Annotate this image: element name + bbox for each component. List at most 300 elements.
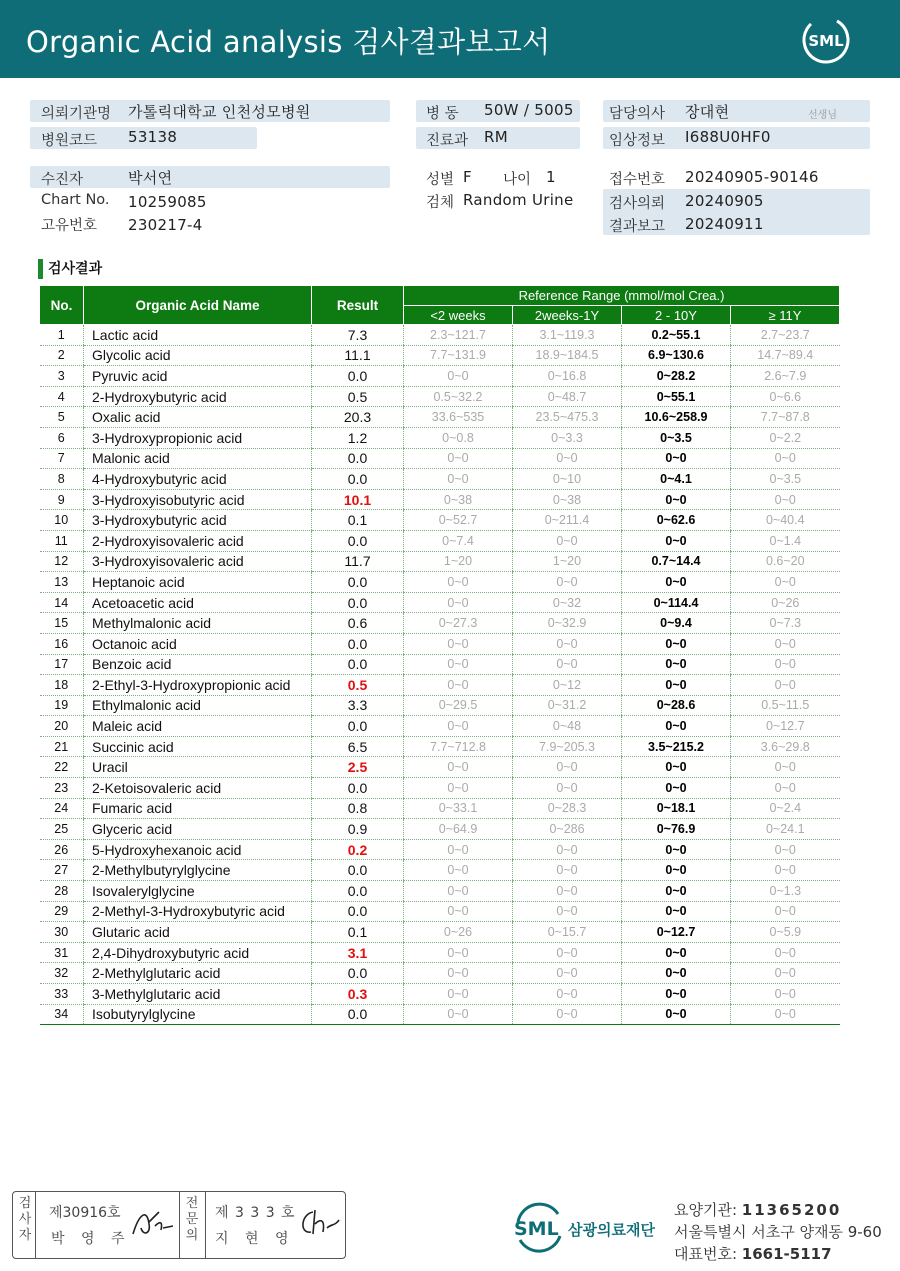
ref-2-10y: 0~55.1 (622, 386, 731, 407)
acid-name: 5-Hydroxyhexanoic acid (84, 839, 312, 860)
ref-ge11y: 0~1.3 (731, 881, 840, 902)
ref-lt2w: 0~52.7 (404, 510, 513, 531)
unique-label: 고유번호 (41, 218, 98, 234)
ref-ge11y: 0~5.9 (731, 922, 840, 943)
ref-lt2w: 0~29.5 (404, 695, 513, 716)
acid-name: Ethylmalonic acid (84, 695, 312, 716)
ref-ge11y: 0~6.6 (731, 386, 840, 407)
ref-2w-1y: 0~0 (513, 448, 622, 469)
ref-ge11y: 0~0 (731, 1004, 840, 1025)
ref-2-10y: 0~0 (622, 881, 731, 902)
acid-name: 2,4-Dihydroxybutyric acid (84, 942, 312, 963)
ref-ge11y: 0~0 (731, 839, 840, 860)
ref-2-10y: 0~28.2 (622, 366, 731, 387)
result-value: 6.5 (312, 736, 404, 757)
ref-lt2w: 0~0 (404, 860, 513, 881)
ref-lt2w: 0~0 (404, 572, 513, 593)
ref-lt2w: 0~0 (404, 366, 513, 387)
result-value: 0.1 (312, 510, 404, 531)
acid-name: 3-Hydroxyisovaleric acid (84, 551, 312, 572)
ref-lt2w: 0~0 (404, 675, 513, 696)
clinical-value: I688U0HF0 (685, 128, 771, 146)
ref-ge11y: 14.7~89.4 (731, 345, 840, 366)
ref-ge11y: 0~0 (731, 778, 840, 799)
ref-2w-1y: 0~0 (513, 881, 622, 902)
ref-2w-1y: 3.1~119.3 (513, 325, 622, 346)
ref-2w-1y: 0~48.7 (513, 386, 622, 407)
ref-2w-1y: 18.9~184.5 (513, 345, 622, 366)
report-title: Organic Acid analysis 검사결과보고서 (26, 25, 551, 59)
ref-2-10y: 3.5~215.2 (622, 736, 731, 757)
ref-lt2w: 1~20 (404, 551, 513, 572)
table-row (40, 325, 840, 346)
row-number: 14 (40, 592, 84, 613)
table-row (40, 736, 840, 757)
acid-name: 4-Hydroxybutyric acid (84, 469, 312, 490)
ref-2-10y: 0~114.4 (622, 592, 731, 613)
ref-2-10y: 0~0 (622, 778, 731, 799)
ref-ge11y: 0~3.5 (731, 469, 840, 490)
ref-lt2w: 0~0 (404, 448, 513, 469)
table-row (40, 613, 840, 634)
row-number: 8 (40, 469, 84, 490)
footer-org-logo (510, 1200, 670, 1260)
ref-lt2w: 7.7~712.8 (404, 736, 513, 757)
hospital-code-label: 병원코드 (41, 133, 98, 149)
dept-value: RM (484, 128, 508, 146)
row-number: 33 (40, 984, 84, 1005)
patient-bar (30, 166, 390, 188)
dept-label: 진료과 (426, 133, 469, 149)
table-row (40, 510, 840, 531)
tester-label: 검 사 자 (18, 1196, 32, 1243)
ref-ge11y: 3.6~29.8 (731, 736, 840, 757)
ref-2-10y: 10.6~258.9 (622, 407, 731, 428)
footer-org-name: 삼광의료재단 (568, 1221, 655, 1239)
specialist-label: 전 문 의 (185, 1196, 199, 1243)
acid-name: Succinic acid (84, 736, 312, 757)
result-value: 10.1 (312, 489, 404, 510)
row-number: 24 (40, 798, 84, 819)
row-number: 17 (40, 654, 84, 675)
ref-2w-1y: 0~32.9 (513, 613, 622, 634)
doctor-suffix: 선생님 (808, 110, 837, 121)
footer-logo-text: SML (514, 1218, 559, 1240)
ref-2-10y: 0~76.9 (622, 819, 731, 840)
footer-phone-label: 대표번호: (674, 1245, 738, 1263)
ref-2w-1y: 0~12 (513, 675, 622, 696)
institution-label: 의뢰기관명 (41, 106, 112, 122)
ref-lt2w: 0~0 (404, 654, 513, 675)
ref-2-10y: 0~12.7 (622, 922, 731, 943)
acid-name: Glycolic acid (84, 345, 312, 366)
ref-lt2w: 0~0 (404, 1004, 513, 1025)
ref-lt2w: 0~0 (404, 633, 513, 654)
row-number: 11 (40, 530, 84, 551)
ref-2-10y: 0~0 (622, 448, 731, 469)
table-row (40, 757, 840, 778)
ref-ge11y: 0~0 (731, 963, 840, 984)
hospital-code-value: 53138 (128, 128, 178, 146)
ref-ge11y: 0~0 (731, 654, 840, 675)
ref-2w-1y: 0~10 (513, 469, 622, 490)
table-row (40, 901, 840, 922)
row-number: 26 (40, 839, 84, 860)
ref-2-10y: 0~9.4 (622, 613, 731, 634)
ref-ge11y: 0~1.4 (731, 530, 840, 551)
ref-lt2w: 0~33.1 (404, 798, 513, 819)
row-number: 6 (40, 427, 84, 448)
footer-address: 서울특별시 서초구 양재동 9-60 (674, 1223, 882, 1241)
row-number: 20 (40, 716, 84, 737)
ref-ge11y: 0~2.2 (731, 427, 840, 448)
ref-2w-1y: 0~0 (513, 572, 622, 593)
table-row (40, 695, 840, 716)
request-label: 검사의뢰 (609, 196, 666, 212)
acid-name: Isovalerylglycine (84, 881, 312, 902)
result-value: 0.0 (312, 881, 404, 902)
ward-value: 50W / 5005 (484, 101, 574, 119)
ref-ge11y: 0.6~20 (731, 551, 840, 572)
header-reference: Reference Range (mmol/mol Crea.) (404, 286, 840, 306)
row-number: 9 (40, 489, 84, 510)
ref-2-10y: 0~0 (622, 654, 731, 675)
doctor-value: 장대현 (685, 103, 730, 121)
ref-2w-1y: 0~0 (513, 942, 622, 963)
ref-2-10y: 0~0 (622, 757, 731, 778)
header-range-ge11y: ≥ 11Y (731, 306, 840, 325)
ref-2w-1y: 23.5~475.3 (513, 407, 622, 428)
result-value: 0.0 (312, 654, 404, 675)
receipt-value: 20240905-90146 (685, 168, 819, 186)
ref-lt2w: 0~0 (404, 963, 513, 984)
acid-name: 3-Methylglutaric acid (84, 984, 312, 1005)
row-number: 22 (40, 757, 84, 778)
result-value: 0.2 (312, 839, 404, 860)
ref-2-10y: 0~0 (622, 839, 731, 860)
row-number: 18 (40, 675, 84, 696)
row-number: 3 (40, 366, 84, 387)
ref-2-10y: 0.2~55.1 (622, 325, 731, 346)
row-number: 1 (40, 325, 84, 346)
acid-name: 2-Methylbutyrylglycine (84, 860, 312, 881)
acid-name: Heptanoic acid (84, 572, 312, 593)
result-value: 0.0 (312, 572, 404, 593)
sml-logo-text: SML (808, 32, 844, 50)
acid-name: 2-Methyl-3-Hydroxybutyric acid (84, 901, 312, 922)
acid-name: Uracil (84, 757, 312, 778)
table-row (40, 778, 840, 799)
acid-name: 2-Ethyl-3-Hydroxypropionic acid (84, 675, 312, 696)
acid-name: Glyceric acid (84, 819, 312, 840)
ref-ge11y: 0~2.4 (731, 798, 840, 819)
row-number: 23 (40, 778, 84, 799)
ref-2w-1y: 0~48 (513, 716, 622, 737)
ref-2w-1y: 0~0 (513, 901, 622, 922)
ref-2-10y: 0~4.1 (622, 469, 731, 490)
ref-2-10y: 0~0 (622, 530, 731, 551)
acid-name: 2-Hydroxyisovaleric acid (84, 530, 312, 551)
table-row (40, 1004, 840, 1025)
ref-lt2w: 0~0 (404, 881, 513, 902)
sml-footer-logo-icon (510, 1200, 670, 1256)
ref-lt2w: 0~0 (404, 984, 513, 1005)
header-range-lt2w: <2 weeks (404, 306, 513, 325)
header-range-2w-1y: 2weeks-1Y (513, 306, 622, 325)
ref-2w-1y: 0~15.7 (513, 922, 622, 943)
result-value: 0.0 (312, 592, 404, 613)
result-value: 11.1 (312, 345, 404, 366)
divider (35, 1192, 36, 1258)
header-name: Organic Acid Name (84, 286, 312, 325)
acid-name: Isobutyrylglycine (84, 1004, 312, 1025)
ref-2w-1y: 0~0 (513, 530, 622, 551)
table-row (40, 942, 840, 963)
acid-name: Fumaric acid (84, 798, 312, 819)
header-no: No. (40, 286, 84, 325)
table-row (40, 530, 840, 551)
row-number: 34 (40, 1004, 84, 1025)
result-value: 1.2 (312, 427, 404, 448)
row-number: 10 (40, 510, 84, 531)
ref-lt2w: 0~0 (404, 757, 513, 778)
result-value: 0.8 (312, 798, 404, 819)
ref-2-10y: 0~0 (622, 963, 731, 984)
ref-2-10y: 0~0 (622, 901, 731, 922)
report-value: 20240911 (685, 215, 764, 233)
result-value: 0.5 (312, 675, 404, 696)
table-row (40, 654, 840, 675)
footer-phone-value: 1661-5117 (741, 1245, 832, 1263)
ref-2w-1y: 0~0 (513, 1004, 622, 1025)
specialist-signature-icon (295, 1204, 343, 1240)
ref-2w-1y: 0~0 (513, 839, 622, 860)
row-number: 19 (40, 695, 84, 716)
result-value: 0.0 (312, 778, 404, 799)
ref-2-10y: 0~3.5 (622, 427, 731, 448)
ref-lt2w: 0~0.8 (404, 427, 513, 448)
result-value: 0.0 (312, 530, 404, 551)
result-value: 0.3 (312, 984, 404, 1005)
ref-ge11y: 0~0 (731, 448, 840, 469)
table-row (40, 984, 840, 1005)
chart-label: Chart No. (41, 192, 110, 208)
table-row (40, 819, 840, 840)
ref-ge11y: 0~0 (731, 860, 840, 881)
sml-logo-icon (800, 14, 852, 66)
header-bar (0, 0, 900, 78)
ref-2w-1y: 1~20 (513, 551, 622, 572)
ref-lt2w: 0~38 (404, 489, 513, 510)
ref-2-10y: 0~18.1 (622, 798, 731, 819)
acid-name: Acetoacetic acid (84, 592, 312, 613)
ref-2-10y: 0.7~14.4 (622, 551, 731, 572)
acid-name: Pyruvic acid (84, 366, 312, 387)
ref-2w-1y: 0~0 (513, 984, 622, 1005)
acid-name: Methylmalonic acid (84, 613, 312, 634)
table-row (40, 922, 840, 943)
ref-ge11y: 0~7.3 (731, 613, 840, 634)
sex-value: F (463, 168, 472, 186)
ref-lt2w: 33.6~535 (404, 407, 513, 428)
ref-lt2w: 0~27.3 (404, 613, 513, 634)
ref-ge11y: 0~0 (731, 633, 840, 654)
row-number: 13 (40, 572, 84, 593)
result-value: 0.0 (312, 1004, 404, 1025)
section-title: 검사결과 (38, 259, 102, 279)
table-row (40, 716, 840, 737)
result-value: 0.0 (312, 716, 404, 737)
table-row (40, 839, 840, 860)
ref-lt2w: 0~26 (404, 922, 513, 943)
ref-2w-1y: 0~16.8 (513, 366, 622, 387)
row-number: 32 (40, 963, 84, 984)
ref-ge11y: 0~0 (731, 901, 840, 922)
table-row (40, 798, 840, 819)
ref-2-10y: 0~0 (622, 942, 731, 963)
patient-value: 박서연 (128, 169, 173, 187)
ref-lt2w: 7.7~131.9 (404, 345, 513, 366)
ref-ge11y: 0~26 (731, 592, 840, 613)
ref-2-10y: 0~0 (622, 489, 731, 510)
row-number: 21 (40, 736, 84, 757)
ref-lt2w: 0.5~32.2 (404, 386, 513, 407)
specimen-label: 검체 (426, 195, 455, 211)
ref-2w-1y: 0~0 (513, 757, 622, 778)
ref-2w-1y: 0~28.3 (513, 798, 622, 819)
header-result: Result (312, 286, 404, 325)
ref-ge11y: 0~12.7 (731, 716, 840, 737)
row-number: 15 (40, 613, 84, 634)
ref-lt2w: 0~0 (404, 592, 513, 613)
ref-2-10y: 0~0 (622, 1004, 731, 1025)
row-number: 27 (40, 860, 84, 881)
row-number: 28 (40, 881, 84, 902)
ref-lt2w: 0~64.9 (404, 819, 513, 840)
result-value: 0.0 (312, 963, 404, 984)
table-row (40, 881, 840, 902)
ref-2w-1y: 0~3.3 (513, 427, 622, 448)
table-row (40, 427, 840, 448)
specimen-value: Random Urine (463, 191, 574, 209)
result-value: 0.6 (312, 613, 404, 634)
header-range-2-10y: 2 - 10Y (622, 306, 731, 325)
row-number: 12 (40, 551, 84, 572)
result-value: 0.0 (312, 366, 404, 387)
ref-ge11y: 2.6~7.9 (731, 366, 840, 387)
ref-2-10y: 0~0 (622, 572, 731, 593)
chart-value: 10259085 (128, 193, 207, 211)
acid-name: Lactic acid (84, 325, 312, 346)
result-value: 0.9 (312, 819, 404, 840)
ref-2-10y: 0~0 (622, 675, 731, 696)
result-value: 0.0 (312, 448, 404, 469)
row-number: 25 (40, 819, 84, 840)
ref-lt2w: 0~0 (404, 901, 513, 922)
tester-number: 제30916호 (49, 1205, 121, 1221)
acid-name: Benzoic acid (84, 654, 312, 675)
clinical-label: 임상정보 (609, 133, 666, 149)
result-value: 0.0 (312, 633, 404, 654)
ref-2w-1y: 0~211.4 (513, 510, 622, 531)
result-value: 0.0 (312, 901, 404, 922)
ref-lt2w: 0~7.4 (404, 530, 513, 551)
result-value: 7.3 (312, 325, 404, 346)
table-row (40, 489, 840, 510)
ref-ge11y: 0~0 (731, 489, 840, 510)
specialist-number: 제 3 3 3 호 (215, 1205, 296, 1221)
row-number: 4 (40, 386, 84, 407)
receipt-label: 접수번호 (609, 172, 666, 188)
footer-code (674, 1199, 841, 1220)
ref-2w-1y: 0~0 (513, 860, 622, 881)
tester-name: 박 영 주 (51, 1231, 131, 1247)
footer-code-label: 요양기관: (674, 1201, 738, 1219)
ref-ge11y: 7.7~87.8 (731, 407, 840, 428)
table-row (40, 633, 840, 654)
footer-phone (674, 1243, 832, 1264)
ref-2-10y: 0~62.6 (622, 510, 731, 531)
sex-label: 성별 (426, 172, 455, 188)
table-row (40, 345, 840, 366)
row-number: 30 (40, 922, 84, 943)
ref-ge11y: 0~0 (731, 757, 840, 778)
ref-2w-1y: 0~0 (513, 778, 622, 799)
result-value: 3.1 (312, 942, 404, 963)
table-row (40, 469, 840, 490)
table-row (40, 592, 840, 613)
ref-2w-1y: 0~0 (513, 633, 622, 654)
result-value: 11.7 (312, 551, 404, 572)
table-row (40, 551, 840, 572)
acid-name: 2-Ketoisovaleric acid (84, 778, 312, 799)
ref-ge11y: 0~24.1 (731, 819, 840, 840)
result-value: 3.3 (312, 695, 404, 716)
age-label: 나이 (503, 172, 532, 188)
ref-lt2w: 0~0 (404, 839, 513, 860)
ref-2-10y: 0~28.6 (622, 695, 731, 716)
ref-ge11y: 0~40.4 (731, 510, 840, 531)
table-row (40, 386, 840, 407)
institution-value: 가톨릭대학교 인천성모병원 (128, 103, 311, 121)
ref-2w-1y: 0~32 (513, 592, 622, 613)
acid-name: Glutaric acid (84, 922, 312, 943)
results-table (39, 285, 840, 1025)
ref-ge11y: 0.5~11.5 (731, 695, 840, 716)
table-row (40, 448, 840, 469)
ref-lt2w: 0~0 (404, 469, 513, 490)
ref-2w-1y: 0~0 (513, 654, 622, 675)
acid-name: Octanoic acid (84, 633, 312, 654)
ref-2-10y: 0~0 (622, 860, 731, 881)
ref-ge11y: 2.7~23.7 (731, 325, 840, 346)
table-row (40, 675, 840, 696)
report-label: 결과보고 (609, 219, 666, 235)
acid-name: Oxalic acid (84, 407, 312, 428)
result-value: 0.5 (312, 386, 404, 407)
ward-label: 병 동 (426, 106, 459, 122)
ref-2-10y: 0~0 (622, 984, 731, 1005)
ref-lt2w: 2.3~121.7 (404, 325, 513, 346)
acid-name: Maleic acid (84, 716, 312, 737)
acid-name: 3-Hydroxyisobutyric acid (84, 489, 312, 510)
specialist-name: 지 현 영 (215, 1231, 295, 1247)
divider (179, 1192, 180, 1258)
table-row (40, 407, 840, 428)
result-value: 0.1 (312, 922, 404, 943)
table-row (40, 572, 840, 593)
ref-2w-1y: 0~38 (513, 489, 622, 510)
